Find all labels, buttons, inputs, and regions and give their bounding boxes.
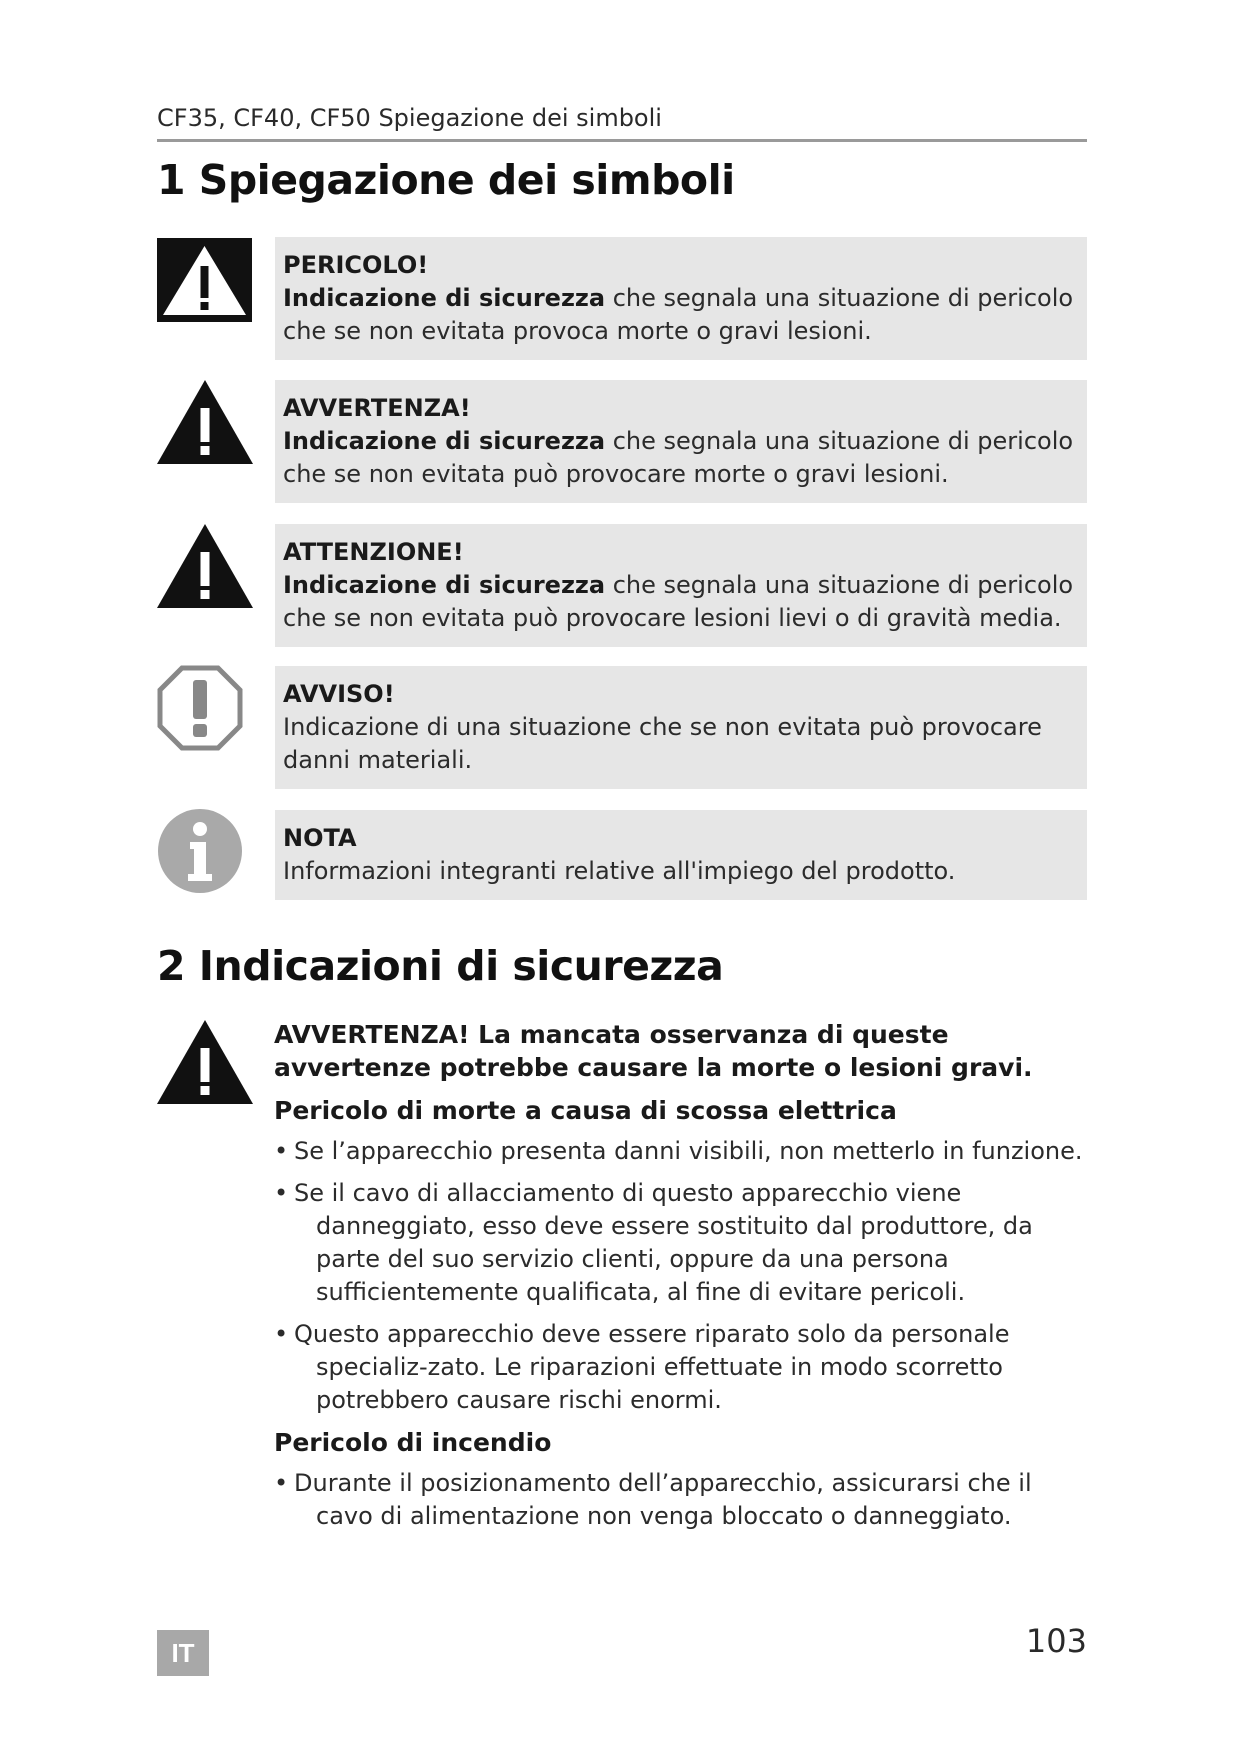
symbol-box-notice [275,666,1087,789]
section-2-title: 2 Indicazioni di sicurezza [157,942,724,990]
notice-octagon-icon [157,665,243,751]
running-header: CF35, CF40, CF50 Spiegazione dei simboli [157,104,662,132]
list-item [274,1177,1094,1309]
signal-word: PERICOLO! [283,251,429,279]
symbol-box-warning [275,380,1087,503]
list-item [274,1135,1094,1168]
symbol-box-note [275,810,1087,900]
symbol-description: Informazioni integranti relative all'impiego del prodotto. [283,857,956,885]
symbol-description: Indicazione di una situazione che se non evitata può provocare danni materiali. [283,713,1042,774]
header-rule [157,139,1087,142]
safety-lead: Indicazione di sicurezza [283,284,606,312]
list-item-text: Se il cavo di allacciamento di questo apparecchio viene danneggiato, esso deve essere sostituito dal produttore, da parte del suo servizio clienti, oppure da una persona sufficientemente qualificata, al fine di evitare pericoli. [294,1179,1033,1306]
list-item-text: Questo apparecchio deve essere riparato solo da personale specializ-zato. Le riparazioni effettuate in modo scorretto potrebbero causare rischi enormi. [294,1320,1010,1414]
warning-triangle-icon [157,380,253,464]
bullet-dot: • [274,1320,289,1348]
danger-triangle-icon [157,238,252,322]
bullet-dot: • [274,1469,289,1497]
signal-word: AVVISO! [283,680,395,708]
section-1-title: 1 Spiegazione dei simboli [157,156,735,204]
bullet-dot: • [274,1179,289,1207]
warning-triangle-icon [157,1020,253,1104]
page-number: 103 [1025,1622,1087,1660]
warning-heading: AVVERTENZA! La mancata osservanza di queste avvertenze potrebbe causare la morte o lesioni gravi. [274,1020,1033,1082]
caution-triangle-icon [157,524,253,608]
symbol-box-caution [275,524,1087,647]
list-item [274,1318,1094,1417]
symbol-description: che segnala una situazione di pericolo che se non evitata provoca morte o gravi lesioni. [283,284,1074,345]
signal-word: AVVERTENZA! [283,394,471,422]
symbol-box-danger [275,237,1087,360]
hazard-heading-electric-shock: Pericolo di morte a causa di scossa elettrica [274,1096,897,1125]
symbol-description: che segnala una situazione di pericolo che se non evitata può provocare lesioni lievi o di gravità media. [283,571,1074,632]
list-item-text: Se l’apparecchio presenta danni visibili, non metterlo in funzione. [294,1137,1083,1165]
hazard-heading-fire: Pericolo di incendio [274,1428,552,1457]
list-item [274,1467,1094,1533]
signal-word: ATTENZIONE! [283,538,464,566]
safety-lead: Indicazione di sicurezza [283,571,606,599]
bullet-dot: • [274,1137,289,1165]
safety-lead: Indicazione di sicurezza [283,427,606,455]
info-circle-icon [157,808,243,894]
language-badge: IT [157,1630,209,1676]
safety-instructions [274,1018,1094,1542]
signal-word: NOTA [283,824,357,852]
symbol-description: che segnala una situazione di pericolo che se non evitata può provocare morte o gravi lesioni. [283,427,1074,488]
list-item-text: Durante il posizionamento dell’apparecchio, assicurarsi che il cavo di alimentazione non venga bloccato o danneggiato. [294,1469,1032,1530]
